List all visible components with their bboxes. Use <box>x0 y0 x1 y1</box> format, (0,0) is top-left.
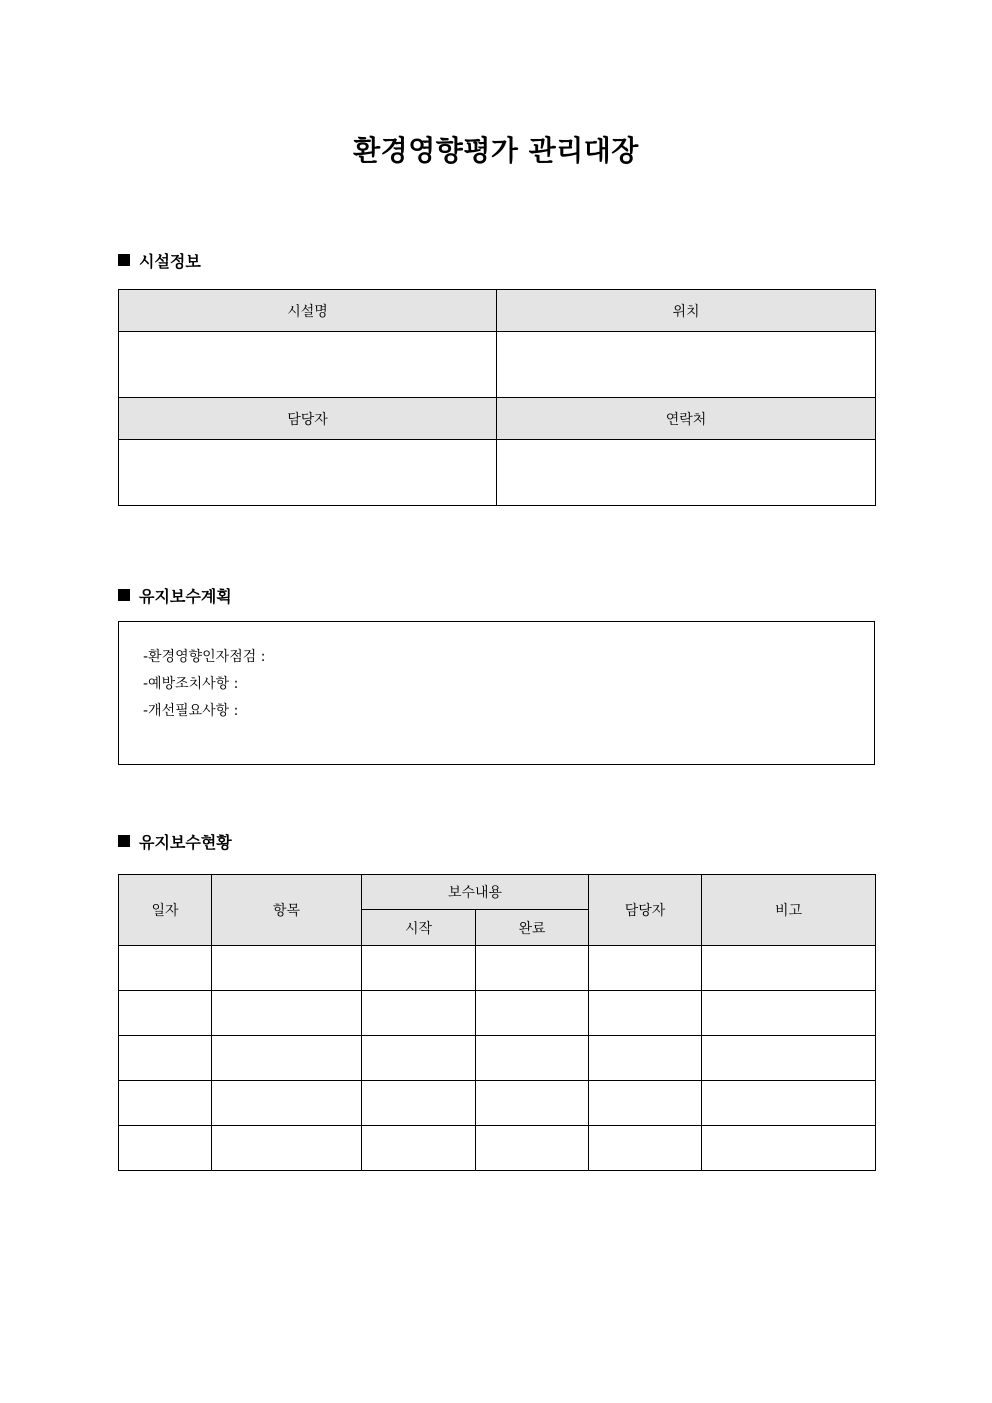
status-cell-item[interactable] <box>212 1081 362 1126</box>
facility-manager-value[interactable] <box>119 440 497 506</box>
maintenance-plan-line: -개선필요사항 : <box>143 703 239 719</box>
table-row <box>119 440 876 506</box>
status-cell-date[interactable] <box>119 991 212 1036</box>
status-cell-date[interactable] <box>119 1036 212 1081</box>
table-row <box>119 332 876 398</box>
status-cell-end[interactable] <box>476 946 589 991</box>
section-heading-facility-info <box>118 252 201 271</box>
status-header-item: 항목 <box>212 875 362 946</box>
status-cell-end[interactable] <box>476 991 589 1036</box>
status-cell-start[interactable] <box>362 1036 476 1081</box>
facility-contact-value[interactable] <box>497 440 876 506</box>
table-header-row <box>119 290 876 332</box>
facility-name-value[interactable] <box>119 332 497 398</box>
status-header-repair-end: 완료 <box>476 910 589 946</box>
table-row <box>119 1036 876 1081</box>
status-cell-item[interactable] <box>212 991 362 1036</box>
section-heading-maintenance-plan <box>118 587 232 606</box>
section-heading-facility-info-label: 시설정보 <box>139 252 201 271</box>
status-cell-item[interactable] <box>212 1036 362 1081</box>
status-cell-manager[interactable] <box>589 1126 702 1171</box>
status-cell-item[interactable] <box>212 1126 362 1171</box>
status-cell-start[interactable] <box>362 1126 476 1171</box>
status-cell-remarks[interactable] <box>702 1081 876 1126</box>
maintenance-status-table <box>118 874 876 1171</box>
table-row <box>119 991 876 1036</box>
status-cell-date[interactable] <box>119 1126 212 1171</box>
status-header-repair-content: 보수내용 <box>362 875 589 910</box>
status-cell-manager[interactable] <box>589 1081 702 1126</box>
maintenance-plan-lines <box>119 622 874 725</box>
section-heading-maintenance-status-label: 유지보수현황 <box>139 833 232 852</box>
status-cell-manager[interactable] <box>589 991 702 1036</box>
status-header-repair-start: 시작 <box>362 910 476 946</box>
status-cell-manager[interactable] <box>589 1036 702 1081</box>
facility-manager-header: 담당자 <box>119 398 497 440</box>
status-cell-start[interactable] <box>362 946 476 991</box>
square-bullet-icon <box>118 254 130 266</box>
square-bullet-icon <box>118 589 130 601</box>
status-header-manager: 담당자 <box>589 875 702 946</box>
facility-name-header: 시설명 <box>119 290 497 332</box>
maintenance-plan-line: -예방조치사항 : <box>143 676 239 692</box>
table-row <box>119 1126 876 1171</box>
section-heading-maintenance-plan-label: 유지보수계획 <box>139 587 232 606</box>
section-heading-maintenance-status <box>118 833 232 852</box>
status-cell-end[interactable] <box>476 1036 589 1081</box>
status-cell-remarks[interactable] <box>702 991 876 1036</box>
maintenance-plan-box[interactable] <box>118 621 875 765</box>
facility-info-table <box>118 289 876 506</box>
status-cell-date[interactable] <box>119 1081 212 1126</box>
status-header-remarks: 비고 <box>702 875 876 946</box>
facility-location-header: 위치 <box>497 290 876 332</box>
status-cell-remarks[interactable] <box>702 946 876 991</box>
maintenance-plan-line: -환경영향인자점검 : <box>143 649 266 665</box>
table-header-row-top <box>119 875 876 910</box>
status-cell-end[interactable] <box>476 1081 589 1126</box>
page-title: 환경영향평가 관리대장 <box>353 134 639 167</box>
status-cell-start[interactable] <box>362 991 476 1036</box>
status-header-date: 일자 <box>119 875 212 946</box>
status-cell-end[interactable] <box>476 1126 589 1171</box>
table-row <box>119 1081 876 1126</box>
status-cell-item[interactable] <box>212 946 362 991</box>
status-cell-start[interactable] <box>362 1081 476 1126</box>
status-cell-date[interactable] <box>119 946 212 991</box>
square-bullet-icon <box>118 835 130 847</box>
table-row <box>119 946 876 991</box>
facility-contact-header: 연락처 <box>497 398 876 440</box>
table-header-row <box>119 398 876 440</box>
status-cell-remarks[interactable] <box>702 1126 876 1171</box>
status-cell-remarks[interactable] <box>702 1036 876 1081</box>
facility-location-value[interactable] <box>497 332 876 398</box>
status-cell-manager[interactable] <box>589 946 702 991</box>
